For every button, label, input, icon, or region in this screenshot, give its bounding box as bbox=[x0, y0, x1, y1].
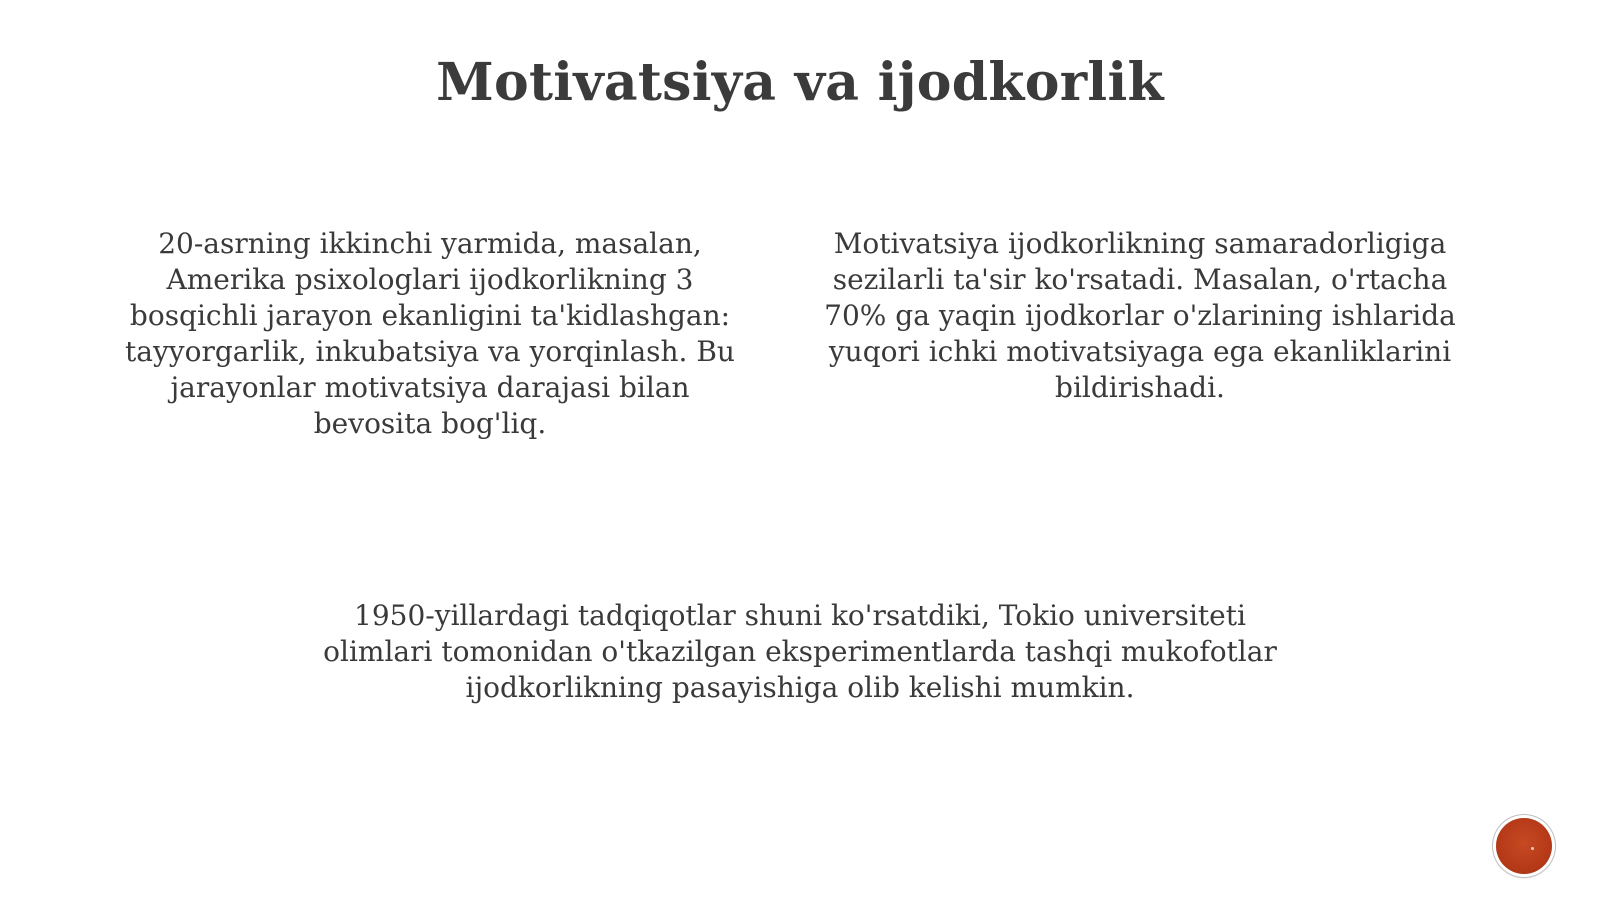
circle-button-icon[interactable] bbox=[1496, 818, 1552, 874]
paragraph-bottom: 1950-yillardagi tadqiqotlar shuni ko'rsatdiki, Tokio universiteti olimlari tomonidan o'tkazilgan eksperimentlarda tashqi mukofotlar ijodkorlikning pasayishiga olib kelishi mumkin. bbox=[323, 599, 1277, 704]
paragraph-right: Motivatsiya ijodkorlikning samaradorligiga sezilarli ta'sir ko'rsatadi. Masalan, o'rtacha 70% ga yaqin ijodkorlar o'zlarining ishlarida yuqori ichki motivatsiyaga ega ekanliklarini bildirishadi. bbox=[824, 227, 1456, 404]
paragraph-left: 20-asrning ikkinchi yarmida, masalan, Amerika psixologlari ijodkorlikning 3 bosqichli jarayon ekanligini ta'kidlashgan: tayyorgarlik, inkubatsiya va yorqinlash. Bu jarayonlar motivatsiya darajasi bilan bevosita bog'liq. bbox=[125, 227, 735, 440]
slide-title: Motivatsiya va ijodkorlik bbox=[436, 52, 1164, 113]
circle-button-highlight bbox=[1531, 847, 1534, 850]
